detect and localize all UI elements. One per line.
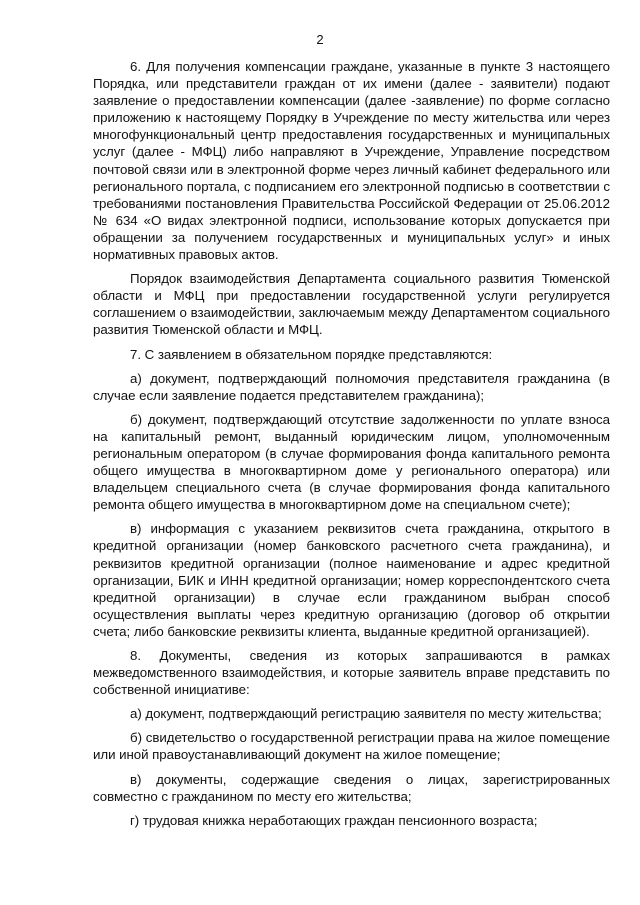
paragraph-item-8: 8. Документы, сведения из которых запрашиваются в рамках межведомственного взаимодействия, и которые заявитель вправе представить по собственной инициативе: — [93, 648, 610, 698]
page-number: 2 — [316, 32, 324, 47]
paragraph-item-8a: а) документ, подтверждающий регистрацию заявителя по месту жительства; — [130, 706, 602, 722]
paragraph-item-7v: в) информация с указанием реквизитов счета гражданина, открытого в кредитной организации (номер банковского расчетного счета гражданина), и реквизитов кредитной организации (полное наименование и адрес кредитной организации, БИК и ИНН кредитной организации; номер корреспондентского счета кредитной организации) в случае если гражданином выбран способ осуществления выплаты через кредитную организацию (договор об открытии счета; либо банковские реквизиты клиента, выданные кредитной организацией). — [93, 521, 610, 639]
paragraph-item-7: 7. С заявлением в обязательном порядке представляются: — [130, 346, 493, 362]
document-body — [93, 58, 610, 836]
paragraph-interaction-order: Порядок взаимодействия Департамента социального развития Тюменской области и МФЦ при предоставлении государственной услуги регулируется соглашением о взаимодействии, заключаемым между Департаментом социального развития Тюменской области и МФЦ. — [93, 271, 610, 338]
paragraph-item-7a: а) документ, подтверждающий полномочия представителя гражданина (в случае если заявление подается представителем гражданина); — [93, 370, 610, 403]
paragraph-item-8v: в) документы, содержащие сведения о лицах, зарегистрированных совместно с гражданином по месту его жительства; — [93, 771, 610, 804]
paragraph-item-6: 6. Для получения компенсации граждане, указанные в пункте 3 настоящего Порядка, или представители граждан от их имени (далее - заявители) подают заявление о предоставлении компенсации (далее -заявление) по форме согласно приложению к настоящему Порядку в Учреждение по месту жительства или через многофункциональный центр предоставления государственных и муниципальных услуг (далее - МФЦ) либо направляют в Учреждение, Управление посредством почтовой связи или в электронной форме через личный кабинет федерального или регионального портала, с подписанием его электронной подписью в соответствии с требованиями постановления Правительства Российской Федерации от 25.06.2012 № 634 «О видах электронной подписи, использование которых допускается при обращении за получением государственных и муниципальных услуг» и иных нормативных правовых актов. — [93, 59, 610, 263]
paragraph-item-7b: б) документ, подтверждающий отсутствие задолженности по уплате взноса на капитальный ремонт, выданный юридическим лицом, уполномоченным региональным оператором (в случае формирования фонда капитального ремонта общего имущества в многоквартирном доме у регионального оператора) или владельцем специального счета (в случае формирования фонда капитального ремонта общего имущества в многоквартирном доме на специальном счете); — [93, 411, 610, 513]
paragraph-item-8b: б) свидетельство о государственной регистрации права на жилое помещение или иной правоустанавливающий документ на жилое помещение; — [93, 730, 610, 763]
paragraph-item-8g: г) трудовая книжка неработающих граждан пенсионного возраста; — [130, 812, 538, 828]
